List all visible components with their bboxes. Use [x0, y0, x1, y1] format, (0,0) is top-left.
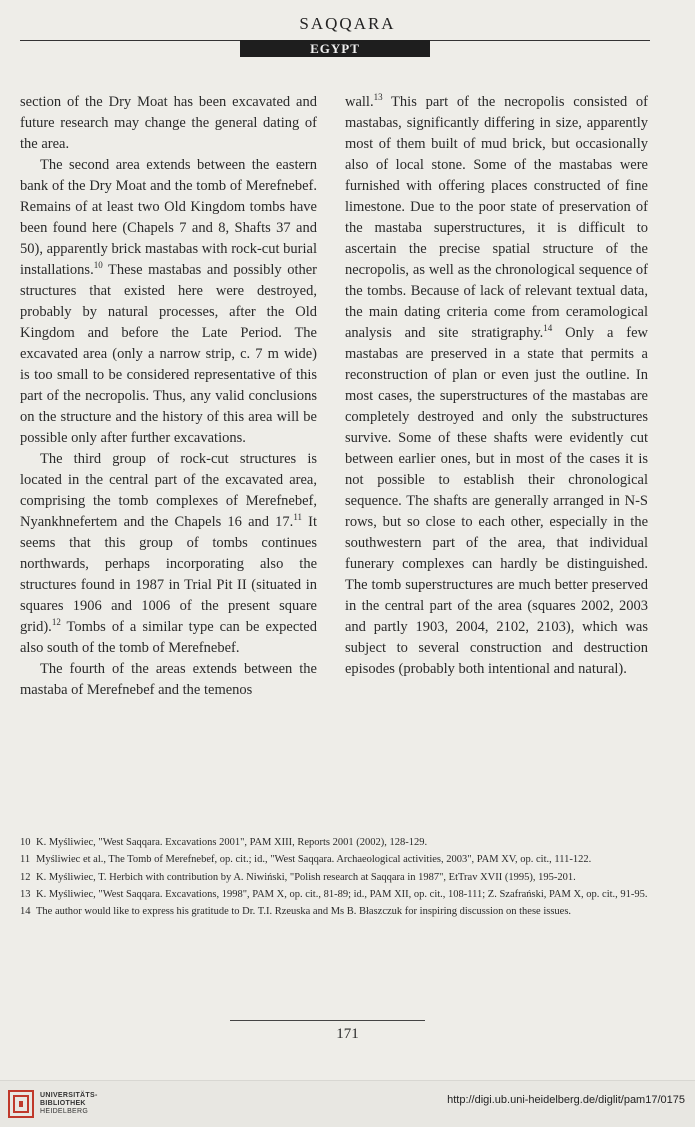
footnote	[20, 887, 650, 902]
paragraph-text: These mastabas and possibly other structures that existed here were destroyed, probably by natural processes, after the Old Kingdom and before the Late Period. The excavated area (only a narrow strip, c. 7 m wide) is too small to be considered representative of this part of the necropolis. Thus, any valid conclusions on the structure and the history of this area will be possible only after further excavations.	[20, 262, 317, 446]
paragraph	[345, 92, 648, 680]
running-title: SAQQARA	[299, 14, 396, 33]
section-label: EGYPT	[240, 40, 430, 57]
footnote-ref[interactable]: 11	[293, 512, 302, 522]
footnote-number: 12	[20, 871, 31, 883]
footnotes	[20, 835, 650, 921]
library-logo-icon[interactable]	[8, 1089, 34, 1119]
paragraph: section of the Dry Moat has been excavated and future research may change the general dating of the area.	[20, 94, 317, 152]
footnote-ref[interactable]: 10	[93, 260, 103, 270]
footnote-number: 13	[20, 888, 31, 900]
footnote-text: K. Myśliwiec, T. Herbich with contribution by A. Niwiński, "Polish research at Saqqara in 1987", EtTrav XVII (1995), 195-201.	[36, 871, 576, 883]
paragraph	[20, 449, 317, 659]
footnote-text: K. Myśliwiec, "West Saqqara. Excavations 2001", PAM XIII, Reports 2001 (2002), 128-129.	[36, 837, 428, 848]
footnote-text: The author would like to express his gratitude to Dr. T.I. Rzeuska and Ms B. Błaszczuk for inspiring discussion on these issues.	[36, 906, 572, 918]
footnote-ref[interactable]: 13	[373, 92, 383, 102]
footnote	[20, 852, 650, 867]
permalink-url[interactable]: http://digi.ub.uni-heidelberg.de/diglit/pam17/0175	[447, 1094, 685, 1106]
library-name[interactable]	[40, 1092, 98, 1116]
footnote-ref[interactable]: 12	[51, 617, 61, 627]
library-name-line: HEIDELBERG	[40, 1108, 89, 1115]
paragraph-text: wall.	[345, 94, 374, 110]
footnote	[20, 904, 650, 919]
right-column	[345, 92, 648, 680]
footer-divider	[230, 1020, 425, 1021]
left-column	[20, 92, 317, 701]
paragraph-text: Tombs of a similar type can be expected also south of the tomb of Merefnebef.	[20, 619, 317, 656]
footnote-text: K. Myśliwiec, "West Saqqara. Excavations, 1998", PAM X, op. cit., 81-89; id., PAM XII, op. cit., 108-111; Z. Szafrański, PAM X, op. cit., 91-95.	[36, 888, 648, 900]
viewer-footer	[0, 1080, 695, 1127]
paragraph-text: This part of the necropolis consisted of mastabas, significantly differing in size, apparently most of them built of mud brick, but occasionally also of local stone. Some of the mastabas were furnished with offering places constructed of fine limestone. Due to the poor state of preservation of the mastaba superstructures, it is difficult to ascertain the precise spatial structure of the necropolis, as well as the chronological sequence of the tombs. Because of lack of relevant textual data, the main dating criteria come from ceramological analysis and site stratigraphy.	[345, 94, 648, 341]
paragraph-text: It seems that this group of tombs continues northwards, perhaps incorporating also the structures found in 1987 in Trial Pit II (situated in squares 1906 and 1006 of the present square grid).	[20, 514, 318, 635]
library-name-line: UNIVERSITÄTS-	[40, 1092, 98, 1099]
footnote-ref[interactable]: 14	[543, 323, 553, 333]
footnote-text: Myśliwiec et al., The Tomb of Merefnebef, op. cit.; id., "West Saqqara. Archaeological activities, 2003", PAM XV, op. cit., 111-122.	[36, 854, 592, 866]
footnote-number: 14	[20, 906, 31, 918]
paragraph-text: The third group of rock-cut structures is located in the central part of the excavated area, comprising the tomb complexes of Merefnebef, Nyankhnefertem and the Chapels 16 and 17.	[20, 451, 317, 530]
footnote-number: 10	[20, 837, 31, 848]
paragraph: The fourth of the areas extends between the mastaba of Merefnebef and the temenos	[20, 661, 317, 698]
library-name-line: BIBLIOTHEK	[40, 1100, 86, 1107]
paragraph-text: Only a few mastabas are preserved in a state that permits a reconstruction of plan or even just the outline. In most cases, the superstructures of the mastabas are completely destroyed and only the substructures survive. Some of these shafts were evidently cut between earlier ones, but in most of the cases it is not possible to establish their chronological sequence. The shafts are generally arranged in N-S rows, but so close to each other, especially in the southwestern part of the area, that individual funerary complexes can hardly be distinguished. The tomb superstructures are much better preserved in the central part of the area (squares 2002, 2003 and partly 1903, 2004, 2102, 2103), which was subject to several construction and destruction episodes (probably both intentional and natural).	[345, 325, 648, 677]
footnote	[20, 835, 650, 850]
paragraph-text: The second area extends between the eastern bank of the Dry Moat and the tomb of Merefnebef. Remains of at least two Old Kingdom tombs have been found here (Chapels 7 and 8, Shafts 37 and 50), apparently brick mastabas with rock-cut burial installations.	[20, 157, 317, 278]
footnote-number: 11	[20, 854, 31, 866]
page-number: 171	[336, 1026, 359, 1042]
paragraph	[20, 155, 317, 449]
footnote	[20, 870, 650, 885]
